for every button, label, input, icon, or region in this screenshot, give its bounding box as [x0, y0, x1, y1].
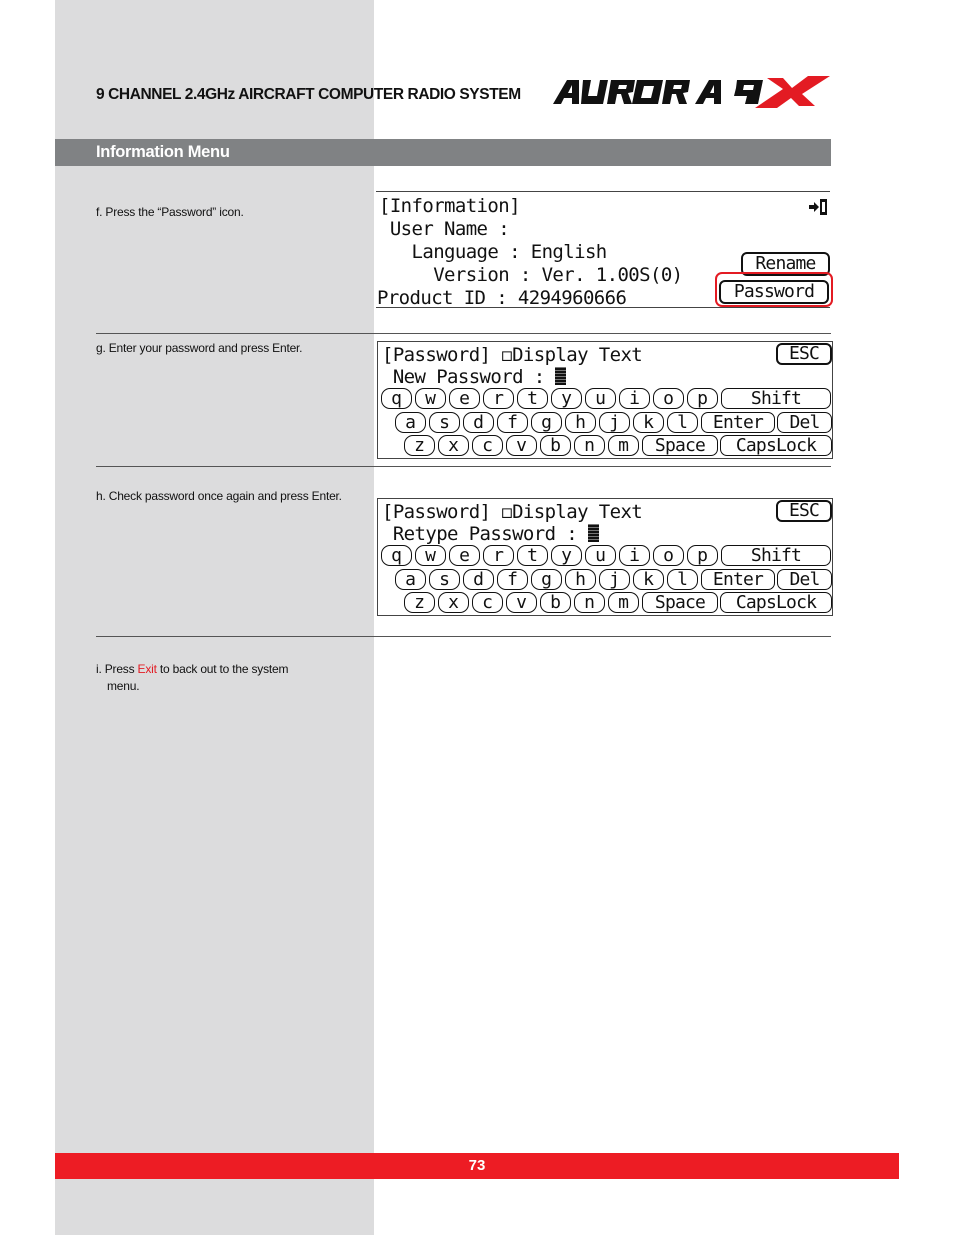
key-r[interactable]: r — [483, 545, 514, 566]
pw-heading: [Password] ◻Display Text — [382, 501, 643, 523]
delete-key[interactable]: Del — [777, 412, 832, 433]
step-h-text: h. Check password once again and press Enter. — [96, 489, 342, 503]
key-j[interactable]: j — [599, 569, 630, 590]
info-language: Language : English — [379, 241, 607, 263]
info-product-id: Product ID : 4294960666 — [377, 287, 627, 309]
key-c[interactable]: c — [472, 592, 503, 613]
exit-icon[interactable] — [808, 198, 828, 216]
enter-key[interactable]: Enter — [701, 569, 775, 590]
text-cursor — [588, 524, 599, 542]
key-n[interactable]: n — [574, 435, 605, 456]
key-c[interactable]: c — [472, 435, 503, 456]
password-button[interactable]: Password — [719, 280, 829, 304]
key-v[interactable]: v — [506, 435, 537, 456]
key-q[interactable]: q — [381, 388, 412, 409]
left-gray-column — [55, 0, 374, 1235]
key-n[interactable]: n — [574, 592, 605, 613]
exit-highlight: Exit — [137, 662, 157, 676]
step-f-text: f. Press the “Password” icon. — [96, 205, 244, 219]
key-t[interactable]: t — [517, 545, 548, 566]
key-a[interactable]: a — [395, 412, 426, 433]
key-x[interactable]: x — [438, 592, 469, 613]
divider-1 — [96, 333, 831, 334]
key-r[interactable]: r — [483, 388, 514, 409]
section-title-bar — [55, 139, 831, 166]
key-d[interactable]: d — [463, 412, 494, 433]
divider-2 — [96, 466, 831, 467]
key-s[interactable]: s — [429, 412, 460, 433]
key-k[interactable]: k — [633, 569, 664, 590]
key-i[interactable]: i — [619, 388, 650, 409]
info-user-name: User Name : — [379, 218, 510, 240]
delete-key[interactable]: Del — [777, 569, 832, 590]
key-d[interactable]: d — [463, 569, 494, 590]
info-version: Version : Ver. 1.00S(0) — [379, 264, 683, 286]
key-t[interactable]: t — [517, 388, 548, 409]
enter-key[interactable]: Enter — [701, 412, 775, 433]
esc-button[interactable]: ESC — [776, 500, 832, 522]
key-u[interactable]: u — [585, 388, 616, 409]
key-j[interactable]: j — [599, 412, 630, 433]
key-l[interactable]: l — [667, 569, 698, 590]
key-z[interactable]: z — [404, 592, 435, 613]
key-g[interactable]: g — [531, 412, 562, 433]
pw-prompt: Retype Password : — [382, 523, 599, 545]
key-b[interactable]: b — [540, 435, 571, 456]
key-v[interactable]: v — [506, 592, 537, 613]
key-m[interactable]: m — [608, 435, 639, 456]
pw-heading: [Password] ◻Display Text — [382, 344, 643, 366]
key-y[interactable]: y — [551, 388, 582, 409]
key-u[interactable]: u — [585, 545, 616, 566]
key-w[interactable]: w — [415, 545, 446, 566]
aurora-9x-logo — [545, 74, 840, 108]
key-q[interactable]: q — [381, 545, 412, 566]
key-e[interactable]: e — [449, 388, 480, 409]
key-i[interactable]: i — [619, 545, 650, 566]
password-highlight-ring — [715, 272, 833, 307]
key-b[interactable]: b — [540, 592, 571, 613]
step-i-text: i. Press Exit to back out to the system menu. — [96, 662, 289, 693]
retype-password-screen — [377, 498, 833, 616]
header-title: 9 CHANNEL 2.4GHz AIRCRAFT COMPUTER RADIO SYSTEM — [96, 86, 521, 103]
key-p[interactable]: p — [687, 388, 718, 409]
page-number: 73 — [468, 1157, 486, 1174]
esc-button[interactable]: ESC — [776, 343, 832, 365]
space-key[interactable]: Space — [642, 435, 718, 456]
key-g[interactable]: g — [531, 569, 562, 590]
pw-prompt: New Password : — [382, 366, 566, 388]
footer-bar — [55, 1153, 899, 1179]
shift-key[interactable]: Shift — [721, 545, 831, 566]
key-f[interactable]: f — [497, 412, 528, 433]
key-e[interactable]: e — [449, 545, 480, 566]
key-o[interactable]: o — [653, 545, 684, 566]
key-z[interactable]: z — [404, 435, 435, 456]
key-x[interactable]: x — [438, 435, 469, 456]
key-y[interactable]: y — [551, 545, 582, 566]
key-l[interactable]: l — [667, 412, 698, 433]
key-h[interactable]: h — [565, 412, 596, 433]
divider-3 — [96, 636, 831, 637]
key-a[interactable]: a — [395, 569, 426, 590]
section-title: Information Menu — [96, 143, 230, 161]
rename-button[interactable]: Rename — [741, 252, 830, 276]
step-g-text: g. Enter your password and press Enter. — [96, 341, 303, 355]
key-o[interactable]: o — [653, 388, 684, 409]
shift-key[interactable]: Shift — [721, 388, 831, 409]
key-k[interactable]: k — [633, 412, 664, 433]
text-cursor — [555, 367, 566, 385]
new-password-screen — [377, 341, 833, 459]
capslock-key[interactable]: CapsLock — [720, 592, 832, 613]
info-heading: [Information] — [379, 195, 520, 217]
key-m[interactable]: m — [608, 592, 639, 613]
key-f[interactable]: f — [497, 569, 528, 590]
key-w[interactable]: w — [415, 388, 446, 409]
space-key[interactable]: Space — [642, 592, 718, 613]
key-h[interactable]: h — [565, 569, 596, 590]
capslock-key[interactable]: CapsLock — [720, 435, 832, 456]
key-p[interactable]: p — [687, 545, 718, 566]
key-s[interactable]: s — [429, 569, 460, 590]
